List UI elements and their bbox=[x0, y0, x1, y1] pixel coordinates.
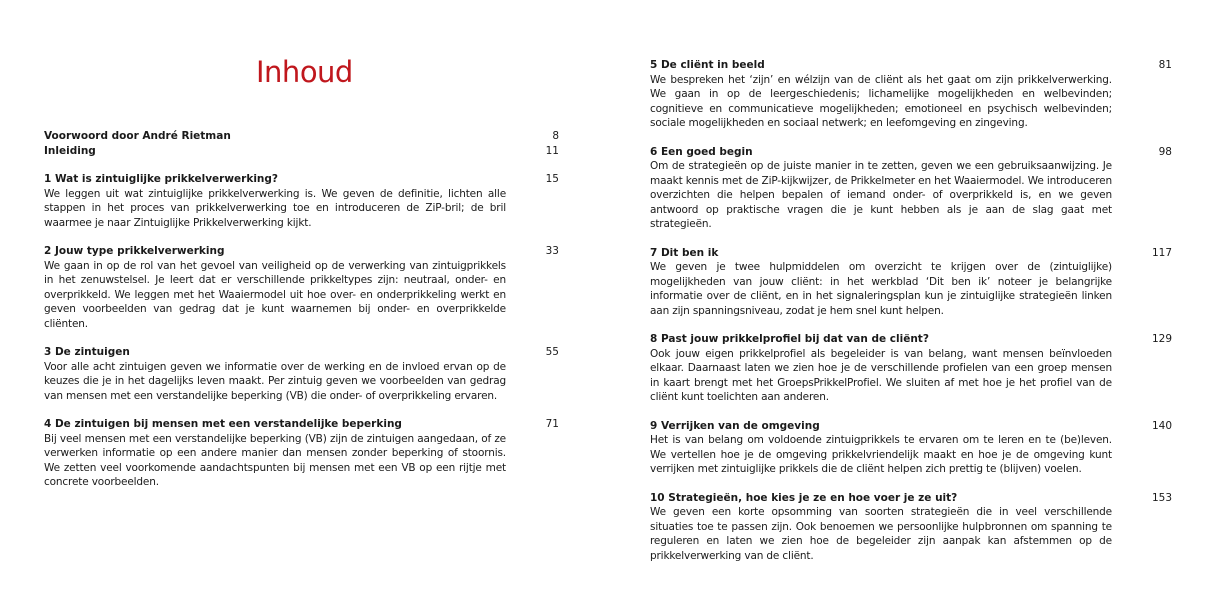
entry-heading: Inleiding bbox=[44, 144, 96, 157]
entry-description: We bespreken het ‘zijn’ en wélzijn van de cliënt als het gaat om zijn prikkelverwerking. We gaan in op de leergeschiedenis; lichamelijke mogelijkheden en welbevinden; cognitieve en communicatieve mogelijkheden; emotioneel en psychisch welbevinden; sociale mogelijkheden en sociaal netwerk; en leefomgeving en zingeving. bbox=[650, 73, 1112, 129]
entry-description: We gaan in op de rol van het gevoel van veiligheid op de verwerking van zintuigprikkels in het zenuwstelsel. Je leert dat er verschillende prikkeltypes zijn: neutraal, onder- en overprikkeld. We leggen met het Waaiermodel uit hoe over- en onderprikkeling werkt en geven voorbeelden van gedrag dat je kunt waarnemen bij onder- en overprikkelde cliënten. bbox=[44, 259, 506, 330]
toc-right bbox=[650, 58, 1172, 577]
entry-page-number: 15 bbox=[545, 173, 559, 185]
entry-description: We leggen uit wat zintuiglijke prikkelverwerking is. We geven de definitie, lichten alle stappen in het proces van prikkelverwerking toe en introduceren de ZiP-bril; de bril waarmee je naar Zintuiglijke Prikkelverwerking kijkt. bbox=[44, 187, 506, 229]
entry-heading: 6 Een goed begin bbox=[650, 145, 753, 158]
toc-entry-chapter-6 bbox=[650, 145, 1172, 232]
toc-entry-chapter-8 bbox=[650, 332, 1172, 405]
entry-heading: Voorwoord door André Rietman bbox=[44, 130, 231, 142]
toc-entry-introduction bbox=[44, 144, 559, 159]
entry-page-number: 98 bbox=[1158, 145, 1172, 158]
entry-page-number: 8 bbox=[552, 130, 559, 142]
entry-heading: 9 Verrijken van de omgeving bbox=[650, 419, 820, 432]
toc-entry-chapter-3 bbox=[44, 345, 559, 403]
entry-page-number: 11 bbox=[545, 144, 559, 157]
toc-entry-chapter-7 bbox=[650, 246, 1172, 319]
entry-heading: 1 Wat is zintuiglijke prikkelverwerking? bbox=[44, 173, 279, 185]
toc-entry-chapter-2 bbox=[44, 244, 559, 331]
toc-left bbox=[44, 129, 559, 504]
entry-description: Ook jouw eigen prikkelprofiel als begeleider is van belang, want mensen beïnvloeden elkaar. Daarnaast laten we zien hoe je de verschillende profielen van een groep mensen in kaart brengt met het GroepsPrikkelProfiel. We sluiten af met hoe je het profiel van de cliënt kunt toelichten aan anderen. bbox=[650, 347, 1112, 403]
toc-entry-foreword bbox=[44, 129, 559, 144]
entry-description: Het is van belang om voldoende zintuigprikkels te ervaren om te leren en te (be)leven. We vertellen hoe je de omgeving prikkelvriendelijk maakt en hoe je de omgeving kunt verrijken met zintuiglijke prikkels die de cliënt helpen zich prettig te (blijven) voelen. bbox=[650, 434, 1112, 475]
entry-page-number: 71 bbox=[545, 418, 559, 430]
toc-entry-chapter-5 bbox=[650, 58, 1172, 131]
page-title: Inhoud bbox=[256, 55, 353, 89]
entry-heading: 8 Past jouw prikkelprofiel bij dat van de cliënt? bbox=[650, 333, 929, 345]
toc-entry-chapter-4 bbox=[44, 417, 559, 490]
toc-entry-chapter-10 bbox=[650, 491, 1172, 564]
entry-heading: 5 De cliënt in beeld bbox=[650, 59, 765, 71]
entry-heading: 4 De zintuigen bij mensen met een verstandelijke beperking bbox=[44, 418, 402, 430]
entry-page-number: 33 bbox=[545, 245, 559, 257]
entry-description: We geven je twee hulpmiddelen om overzicht te krijgen over de (zintuiglijke) mogelijkheden van jouw cliënt: in het werkblad ‘Dit ben ik’ noteer je belangrijke informatie over de cliënt, en in het signaleringsplan kun je zintuiglijke strategieën linken aan zijn spanningsniveau, zodat je hem snel kunt helpen. bbox=[650, 261, 1112, 317]
entry-heading: 10 Strategieën, hoe kies je ze en hoe voer je ze uit? bbox=[650, 491, 958, 504]
entry-heading: 3 De zintuigen bbox=[44, 346, 130, 358]
entry-heading: 7 Dit ben ik bbox=[650, 246, 719, 259]
entry-page-number: 129 bbox=[1151, 333, 1172, 345]
toc-entry-chapter-9 bbox=[650, 419, 1172, 477]
toc-entry-chapter-1 bbox=[44, 172, 559, 230]
entry-page-number: 55 bbox=[545, 346, 559, 358]
entry-description: Om de strategieën op de juiste manier in te zetten, geven we een gebruiksaanwijzing. Je maakt kennis met de ZiP-kijkwijzer, de Prikkelmeter en het Waaiermodel. We introduceren overzichten die helpen bepalen of iemand onder- of overprikkeld is, en we geven antwoord op praktische vragen die je kunt hebben als je aan de slag gaat met strategieën. bbox=[650, 160, 1112, 230]
entry-heading: 2 Jouw type prikkelverwerking bbox=[44, 245, 225, 257]
right-page bbox=[606, 0, 1212, 606]
entry-page-number: 153 bbox=[1151, 491, 1172, 504]
entry-description: We geven een korte opsomming van soorten strategieën die in veel verschillende situaties toe te passen zijn. Ook benoemen we persoonlijke hulpbronnen om spanning te reguleren en laten we zien hoe de begeleider zijn aanpak kan afstemmen op de prikkelverwerking van de cliënt. bbox=[650, 506, 1112, 562]
entry-page-number: 81 bbox=[1158, 59, 1172, 71]
entry-description: Bij veel mensen met een verstandelijke beperking (VB) zijn de zintuigen aangedaan, of ze verwerken informatie op een andere manier dan mensen zonder beperking of stoornis. We zetten veel voorkomende aandachtspunten bij mensen met een VB op een rijtje met concrete voorbeelden. bbox=[44, 432, 506, 488]
entry-page-number: 117 bbox=[1151, 246, 1172, 259]
entry-page-number: 140 bbox=[1151, 419, 1172, 432]
entry-description: Voor alle acht zintuigen geven we informatie over de werking en de invloed ervan op de keuzes die je in het dagelijks leven maakt. Per zintuig geven we voorbeelden van gedrag van mensen met een verstandelijke beperking (VB) die onder- of overprikkeling ervaren. bbox=[44, 360, 506, 402]
